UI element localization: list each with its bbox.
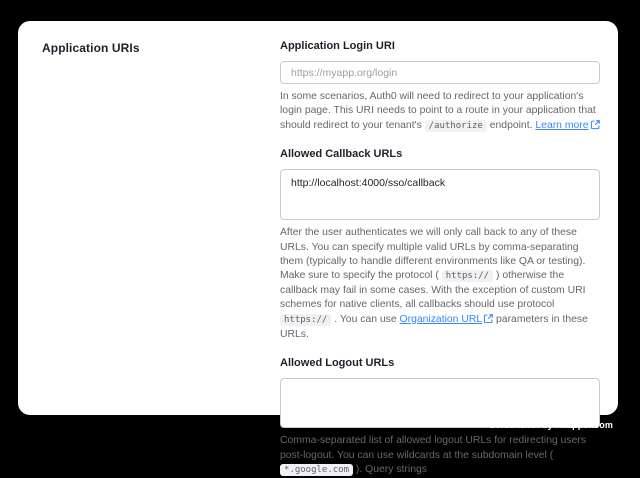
callback-urls-textarea[interactable]: [280, 169, 600, 220]
callback-help-text-4: parameters in these URLs.: [280, 313, 588, 341]
xnapper-watermark: Screenshot by Xnapper.com: [489, 420, 613, 430]
login-uri-input[interactable]: [280, 61, 600, 84]
callback-urls-label: Allowed Callback URLs: [280, 148, 403, 161]
login-uri-help-text-1: In some scenarios, Auth0 will need to redirect to your application's login page. This URI needs to point to a route in your application that should redirect to your tenant's: [280, 91, 596, 131]
organization-url-link-label: Organization URL: [399, 313, 483, 325]
learn-more-link-label: Learn more: [535, 119, 589, 131]
external-link-icon: [484, 314, 493, 328]
panel-title: Application URIs: [42, 41, 140, 55]
logout-urls-label: Allowed Logout URLs: [280, 357, 395, 370]
callback-help-text-3: . You can use: [334, 313, 397, 325]
callback-urls-section: [280, 148, 600, 342]
panel-content-column: [280, 40, 600, 478]
https-protocol-chip-2: https://: [280, 314, 331, 326]
authorize-endpoint-chip: /authorize: [425, 120, 487, 132]
external-link-icon: [591, 120, 600, 134]
login-uri-section: [280, 40, 600, 134]
login-uri-help-text-2: endpoint.: [489, 119, 533, 131]
callback-help-text-1: After the user authenticates we will only call back to any of these URLs. You can specify multiple valid URLs by comma-separating them (typically to handle different environments like QA or testing). Make sure to specify the protocol (: [280, 227, 586, 282]
organization-url-link[interactable]: [400, 314, 494, 325]
login-uri-label: Application Login URI: [280, 40, 395, 52]
callback-help-text-2: ) otherwise the callback may fail in some cases. With the exception of custom URI schemes for native clients, all callbacks should use protocol: [280, 270, 586, 311]
logout-urls-section: [280, 357, 600, 477]
logout-urls-help: [280, 434, 600, 477]
https-protocol-chip-1: https://: [442, 270, 493, 282]
callback-urls-help: [280, 226, 600, 342]
learn-more-link[interactable]: [535, 120, 599, 131]
logout-help-text-2: ). Query strings: [355, 464, 427, 476]
login-uri-help: [280, 90, 600, 134]
panel-label-column: [42, 41, 140, 55]
wildcard-domain-chip: *.google.com: [280, 464, 353, 476]
logout-help-text-1: Comma-separated list of allowed logout URLs for redirecting users post-logout. You can use wildcards at the subdomain level (: [280, 435, 587, 461]
